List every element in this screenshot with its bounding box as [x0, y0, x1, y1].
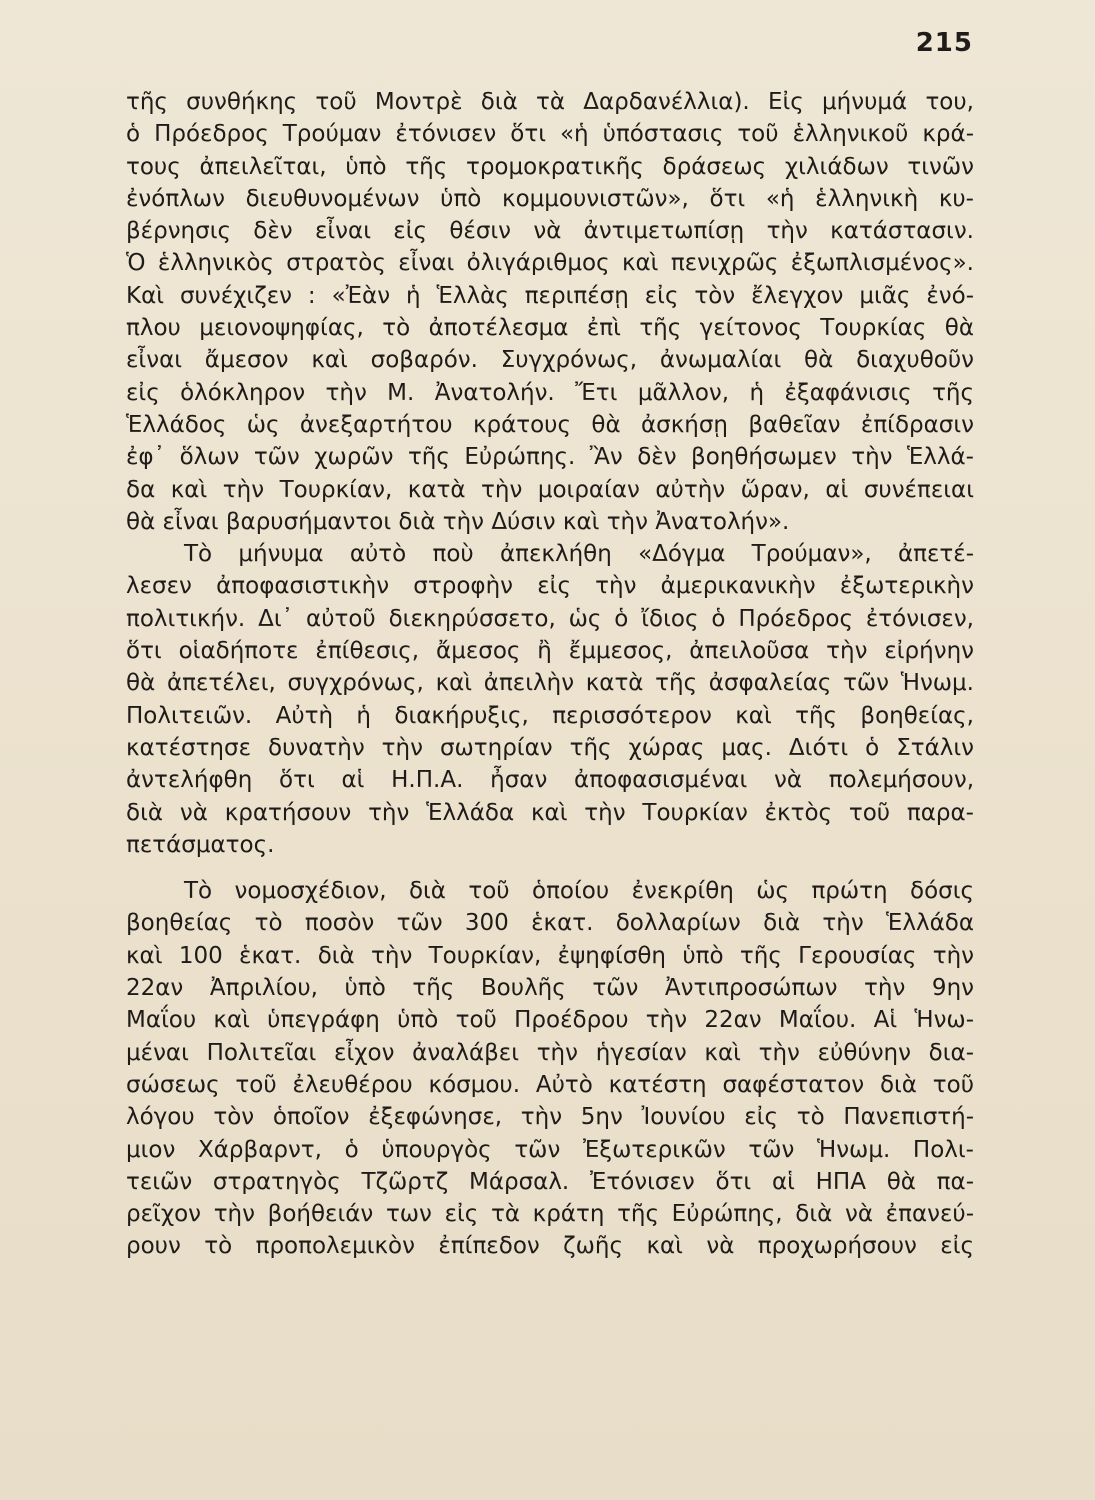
- text-line: εἶναι ἄμεσον καὶ σοβαρόν. Συγχρόνως, ἀνωμαλίαι θὰ διαχυθοῦν: [126, 347, 974, 374]
- text-line: ὅτι οἱαδήποτε ἐπίθεσις, ἄμεσος ἢ ἔμμεσος, ἀπειλοῦσα τὴν εἰρήνην: [126, 638, 974, 665]
- text-line: διὰ νὰ κρατήσουν τὴν Ἑλλάδα καὶ τὴν Τουρκίαν ἐκτὸς τοῦ παρα-: [126, 799, 974, 826]
- text-line: θὰ ἀπετέλει, συγχρόνως, καὶ ἀπειλὴν κατὰ τῆς ἀσφαλείας τῶν Ἡνωμ.: [126, 670, 974, 697]
- text-line: μιον Χάρβαρντ, ὁ ὑπουργὸς τῶν Ἐξωτερικῶν τῶν Ἡνωμ. Πολι-: [126, 1136, 974, 1163]
- text-line: πολιτικήν. Δι᾽ αὐτοῦ διεκηρύσσετο, ὡς ὁ ἴδιος ὁ Πρόεδρος ἐτόνισεν,: [126, 605, 974, 632]
- paragraph-2: [126, 538, 974, 861]
- text-line: ρουν τὸ προπολεμικὸν ἐπίπεδον ζωῆς καὶ νὰ προχωρήσουν εἰς: [126, 1233, 974, 1260]
- text-line: ἐνόπλων διευθυνομένων ὑπὸ κομμουνιστῶν», ὅτι «ἡ ἑλληνικὴ κυ-: [126, 185, 974, 212]
- text-line: ἐφ᾽ ὅλων τῶν χωρῶν τῆς Εὐρώπης. Ἂν δὲν βοηθήσωμεν τὴν Ἑλλά-: [126, 444, 974, 471]
- text-line: 22αν Ἀπριλίου, ὑπὸ τῆς Βουλῆς τῶν Ἀντιπροσώπων τὴν 9ην: [126, 975, 974, 1002]
- text-line: μέναι Πολιτεῖαι εἶχον ἀναλάβει τὴν ἡγεσίαν καὶ τὴν εὐθύνην δια-: [126, 1039, 974, 1066]
- text-line: βέρνησις δὲν εἶναι εἰς θέσιν νὰ ἀντιμετωπίσῃ τὴν κατάστασιν.: [126, 218, 974, 245]
- paragraph-spacer: [126, 861, 974, 875]
- text-line: θὰ εἶναι βαρυσήμαντοι διὰ τὴν Δύσιν καὶ τὴν Ἀνατολήν».: [126, 508, 790, 535]
- text-line: λόγου τὸν ὁποῖον ἐξεφώνησε, τὴν 5ην Ἰουνίου εἰς τὸ Πανεπιστή-: [126, 1104, 974, 1131]
- paragraph-3: [126, 875, 974, 1263]
- text-line: Καὶ συνέχιζεν : «Ἐὰν ἡ Ἑλλὰς περιπέσῃ εἰς τὸν ἔλεγχον μιᾶς ἐνό-: [126, 282, 974, 309]
- text-line: λεσεν ἀποφασιστικὴν στροφὴν εἰς τὴν ἀμερικανικὴν ἐξωτερικὴν: [126, 573, 974, 600]
- text-line: Ἑλλάδος ὡς ἀνεξαρτήτου κράτους θὰ ἀσκήσῃ βαθεῖαν ἐπίδρασιν: [126, 411, 974, 438]
- text-line: Ὁ ἑλληνικὸς στρατὸς εἶναι ὀλιγάριθμος καὶ πενιχρῶς ἐξωπλισμένος».: [126, 250, 974, 277]
- text-line: κατέστησε δυνατὴν τὴν σωτηρίαν τῆς χώρας μας. Διότι ὁ Στάλιν: [126, 734, 974, 761]
- text-line: τειῶν στρατηγὸς Τζῶρτζ Μάρσαλ. Ἐτόνισεν ὅτι αἱ ΗΠΑ θὰ πα-: [126, 1168, 974, 1195]
- text-line: τους ἀπειλεῖται, ὑπὸ τῆς τρομοκρατικῆς δράσεως χιλιάδων τινῶν: [126, 153, 974, 180]
- text-line: Τὸ μήνυμα αὐτὸ ποὺ ἀπεκλήθη «Δόγμα Τρούμαν», ἀπετέ-: [184, 541, 974, 568]
- text-line: τῆς συνθήκης τοῦ Μοντρὲ διὰ τὰ Δαρδανέλλια). Εἰς μήνυμά του,: [126, 89, 974, 115]
- text-line: καὶ 100 ἑκατ. διὰ τὴν Τουρκίαν, ἐψηφίσθη ὑπὸ τῆς Γερουσίας τὴν: [126, 942, 974, 969]
- paragraph-1: [126, 86, 974, 538]
- text-line: εἰς ὁλόκληρον τὴν Μ. Ἀνατολήν. Ἔτι μᾶλλον, ἡ ἐξαφάνισις τῆς: [126, 379, 974, 406]
- text-line: σώσεως τοῦ ἐλευθέρου κόσμου. Αὐτὸ κατέστη σαφέστατον διὰ τοῦ: [126, 1071, 974, 1098]
- text-line: ἀντελήφθη ὅτι αἱ Η.Π.Α. ἦσαν ἀποφασισμέναι νὰ πολεμήσουν,: [126, 767, 974, 794]
- body-text: [126, 86, 974, 1263]
- text-line: Μαΐου καὶ ὑπεγράφη ὑπὸ τοῦ Προέδρου τὴν 22αν Μαΐου. Αἱ Ἡνω-: [126, 1007, 974, 1034]
- text-line: ὁ Πρόεδρος Τρούμαν ἐτόνισεν ὅτι «ἡ ὑπόστασις τοῦ ἑλληνικοῦ κρά-: [126, 121, 974, 148]
- text-line: δα καὶ τὴν Τουρκίαν, κατὰ τὴν μοιραίαν αὐτὴν ὥραν, αἱ συνέπειαι: [126, 476, 974, 503]
- page-number: 215: [915, 28, 973, 58]
- text-line: ρεῖχον τὴν βοήθειάν των εἰς τὰ κράτη τῆς Εὐρώπης, διὰ νὰ ἐπανεύ-: [126, 1201, 974, 1228]
- text-line: πετάσματος.: [126, 831, 275, 858]
- text-line: πλου μειονοψηφίας, τὸ ἀποτέλεσμα ἐπὶ τῆς γείτονος Τουρκίας θὰ: [126, 315, 974, 342]
- text-line: Τὸ νομοσχέδιον, διὰ τοῦ ὁποίου ἐνεκρίθη ὡς πρώτη δόσις: [184, 878, 974, 905]
- text-line: Πολιτειῶν. Αὐτὴ ἡ διακήρυξις, περισσότερον καὶ τῆς βοηθείας,: [126, 702, 974, 729]
- text-line: βοηθείας τὸ ποσὸν τῶν 300 ἑκατ. δολλαρίων διὰ τὴν Ἑλλάδα: [126, 910, 974, 937]
